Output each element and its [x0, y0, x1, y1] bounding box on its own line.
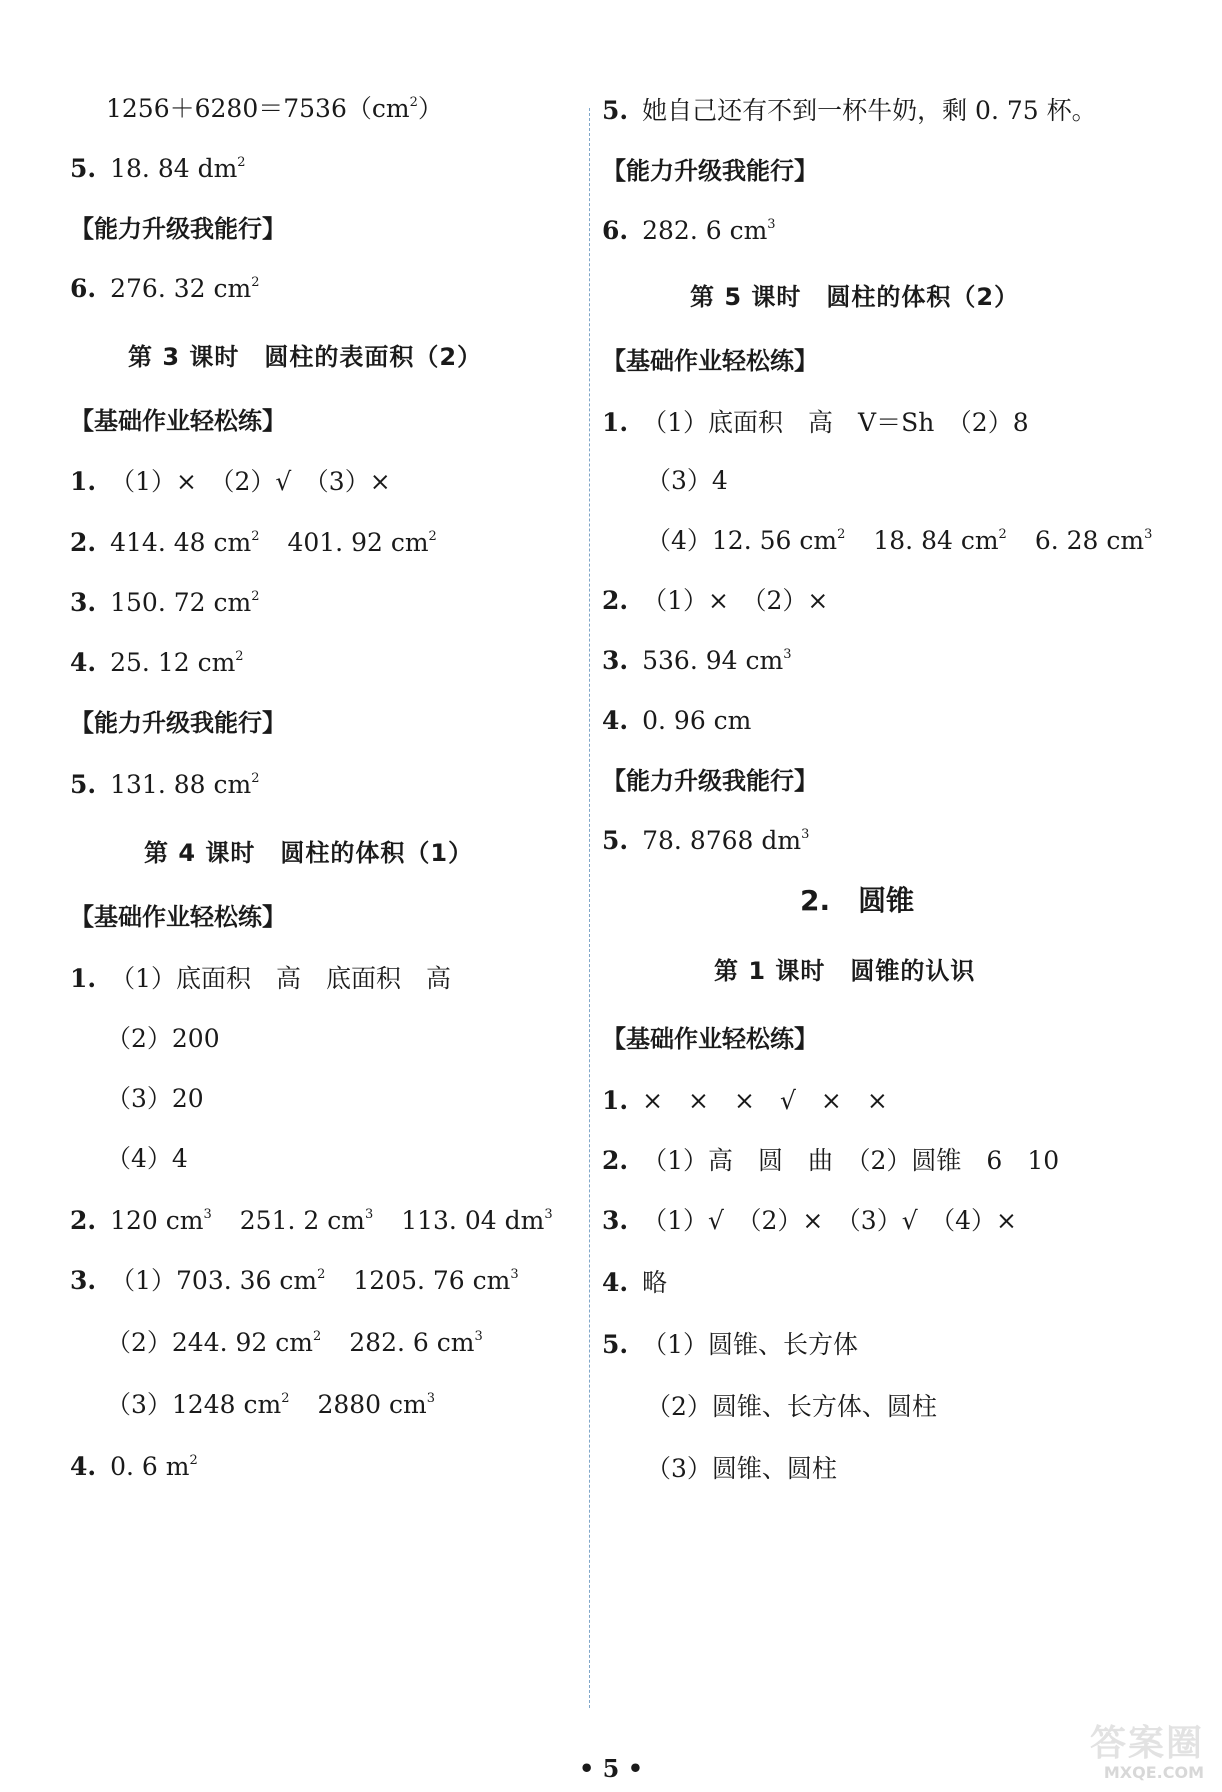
answer-line: （2）圆锥、长方体、圆柱 — [646, 1392, 937, 1421]
section-heading: 【能力升级我能行】 — [70, 215, 286, 243]
lesson-title: 第 5 课时 圆柱的体积（2） — [690, 283, 1020, 311]
section-heading: 【能力升级我能行】 — [70, 709, 286, 737]
unit-title: 2. 圆锥 — [800, 884, 915, 917]
answer-line: 6. 282. 6 $cm^3$ — [602, 216, 776, 245]
section-heading: 【基础作业轻松练】 — [70, 903, 286, 931]
column-divider — [589, 108, 590, 1708]
watermark-url: MXQE.COM — [1103, 1763, 1204, 1782]
lesson-title: 第 1 课时 圆锥的认识 — [714, 957, 976, 985]
answer-line: 2. （1）× （2）× — [602, 586, 829, 615]
answer-line: 3. （1）√ （2）× （3）√ （4）× — [602, 1206, 1017, 1235]
answer-line: 2. 120 $cm^3$ 251. 2 $cm^3$ 113. 04 $dm^3$ — [70, 1206, 553, 1235]
answer-line: （2）200 — [106, 1024, 220, 1053]
answer-line: 4. 25. 12 $cm^2$ — [70, 648, 244, 677]
answer-line: 5. 78. 8768 $dm^3$ — [602, 826, 810, 855]
lesson-title: 第 4 课时 圆柱的体积（1） — [144, 839, 474, 867]
section-heading: 【基础作业轻松练】 — [602, 1025, 818, 1053]
lesson-title: 第 3 课时 圆柱的表面积（2） — [128, 343, 483, 371]
answer-line: $1256+6280=7536(cm^2)$ — [106, 94, 443, 123]
answer-line: 4. 0. 6 $m^2$ — [70, 1452, 198, 1481]
section-heading: 【基础作业轻松练】 — [70, 407, 286, 435]
answer-line: （3）4 — [646, 466, 728, 495]
answer-line: 4. 0. 96 cm — [602, 706, 752, 735]
answer-line: 1. × × × √ × × — [602, 1086, 888, 1115]
answer-line: 1. （1）× （2）√ （3）× — [70, 467, 391, 496]
answer-line: 5. 18. 84 $dm^2$ — [70, 154, 246, 183]
answer-line: 3. 150. 72 $cm^2$ — [70, 588, 260, 617]
answer-line: 3. （1）703. 36 $cm^2$ 1205. 76 $cm^3$ — [70, 1266, 519, 1295]
answer-line: 1. （1）底面积 高 底面积 高 — [70, 964, 452, 993]
answer-line: 5. 她自己还有不到一杯牛奶，剩 0. 75 杯。 — [602, 96, 1097, 125]
answer-line: （4）4 — [106, 1144, 188, 1173]
answer-line: 4. 略 — [602, 1268, 668, 1297]
page-number: • 5 • — [578, 1754, 644, 1783]
answer-line: 5. （1）圆锥、长方体 — [602, 1330, 859, 1359]
answer-line: 1. （1）底面积 高 V＝Sh （2）8 — [602, 408, 1029, 437]
answer-line: （3）1248 $cm^2$ 2880 $cm^3$ — [106, 1390, 436, 1419]
answer-line: 2. 414. 48 $cm^2$ 401. 92 $cm^2$ — [70, 528, 437, 557]
watermark-logo — [1062, 1724, 1204, 1782]
answer-line: 5. 131. 88 $cm^2$ — [70, 770, 260, 799]
section-heading: 【能力升级我能行】 — [602, 767, 818, 795]
answer-line: （2）244. 92 $cm^2$ 282. 6 $cm^3$ — [106, 1328, 483, 1357]
answer-line: （3）20 — [106, 1084, 204, 1113]
answer-line: （4）12. 56 $cm^2$ 18. 84 $cm^2$ 6. 28 $cm^3$ — [646, 526, 1153, 555]
section-heading: 【能力升级我能行】 — [602, 157, 818, 185]
answer-line: （3）圆锥、圆柱 — [646, 1454, 837, 1483]
answer-line: 6. 276. 32 $cm^2$ — [70, 274, 260, 303]
section-heading: 【基础作业轻松练】 — [602, 347, 818, 375]
watermark-text: 答案圈 — [1089, 1723, 1204, 1764]
answer-line: 2. （1）高 圆 曲 （2）圆锥 6 10 — [602, 1146, 1060, 1175]
answer-line: 3. 536. 94 $cm^3$ — [602, 646, 792, 675]
